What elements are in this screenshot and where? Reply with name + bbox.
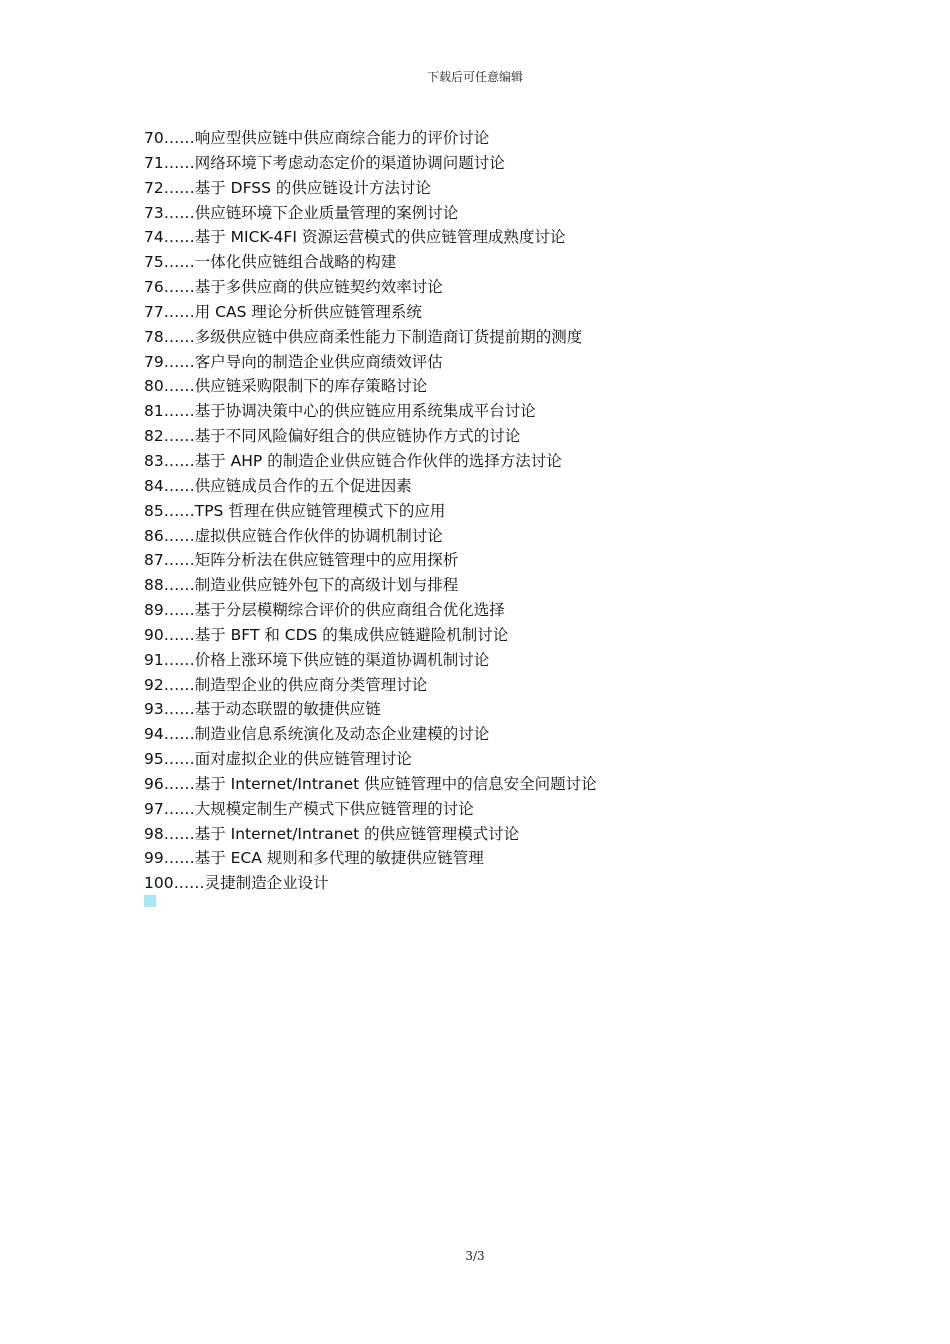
toc-item-number: 84 — [144, 476, 164, 495]
toc-item-title: 用 CAS 理论分析供应链管理系统 — [194, 302, 422, 321]
toc-item-title: 基于 AHP 的制造企业供应链合作伙伴的选择方法讨论 — [194, 451, 562, 470]
toc-item-title: 面对虚拟企业的供应链管理讨论 — [194, 750, 412, 769]
toc-item-separator: …… — [163, 377, 195, 396]
toc-item-number: 80 — [144, 377, 164, 396]
toc-item — [144, 374, 597, 399]
toc-item-title: 基于动态联盟的敏捷供应链 — [194, 700, 381, 719]
toc-item-title: 矩阵分析法在供应链管理中的应用探析 — [194, 551, 459, 570]
toc-item — [144, 697, 597, 722]
toc-item-separator: …… — [163, 253, 195, 272]
toc-item — [144, 548, 597, 573]
toc-item-separator: …… — [163, 129, 195, 147]
toc-item-title: 价格上涨环境下供应链的渠道协调机制讨论 — [194, 650, 490, 669]
toc-item-number: 79 — [144, 352, 164, 371]
toc-item-number: 89 — [144, 601, 164, 620]
toc-item-separator: …… — [163, 700, 195, 719]
toc-item-title: 基于 Internet/Intranet 的供应链管理模式讨论 — [194, 824, 520, 843]
toc-item-title: 客户导向的制造企业供应商绩效评估 — [194, 352, 443, 371]
toc-item-separator: …… — [163, 725, 195, 744]
toc-item-number: 71 — [144, 153, 164, 172]
toc-item-number: 98 — [144, 824, 164, 843]
toc-item-separator: …… — [163, 302, 195, 321]
toc-item — [144, 797, 597, 822]
toc-item-title: 基于 ECA 规则和多代理的敏捷供应链管理 — [194, 849, 484, 868]
toc-item-separator: …… — [163, 476, 195, 495]
toc-item — [144, 871, 597, 896]
toc-item — [144, 846, 597, 871]
toc-item — [144, 474, 597, 499]
toc-item — [144, 300, 597, 325]
toc-item — [144, 623, 597, 648]
toc-item-number: 94 — [144, 725, 164, 744]
toc-item-title: 基于 BFT 和 CDS 的集成供应链避险机制讨论 — [194, 625, 509, 644]
toc-item-separator: …… — [163, 675, 195, 694]
toc-item-separator: …… — [163, 327, 195, 346]
toc-item-title: 灵捷制造企业设计 — [204, 874, 329, 893]
toc-item-separator: …… — [163, 774, 195, 793]
page-number: 3/3 — [465, 1249, 485, 1263]
toc-item — [144, 598, 597, 623]
toc-item — [144, 673, 597, 698]
toc-item — [144, 648, 597, 673]
toc-item — [144, 449, 597, 474]
toc-item-number: 92 — [144, 675, 164, 694]
toc-item-title: 一体化供应链组合战略的构建 — [194, 253, 397, 272]
toc-item-title: 供应链环境下企业质量管理的案例讨论 — [194, 203, 459, 222]
toc-item — [144, 499, 597, 524]
toc-item-separator: …… — [163, 601, 195, 620]
toc-item-number: 76 — [144, 278, 164, 297]
toc-item — [144, 722, 597, 747]
toc-item-title: 基于不同风险偏好组合的供应链协作方式的讨论 — [194, 427, 521, 446]
toc-item — [144, 275, 597, 300]
toc-item — [144, 350, 597, 375]
toc-item-number: 78 — [144, 327, 164, 346]
toc-item-separator: …… — [163, 551, 195, 570]
toc-item-title: 网络环境下考虑动态定价的渠道协调问题讨论 — [194, 153, 505, 172]
toc-item-number: 95 — [144, 750, 164, 769]
toc-item-number: 86 — [144, 526, 164, 545]
toc-item-separator: …… — [163, 501, 195, 520]
toc-item-separator: …… — [163, 451, 195, 470]
toc-item-separator: …… — [163, 750, 195, 769]
toc-item — [144, 772, 597, 797]
toc-item-number: 88 — [144, 576, 164, 595]
toc-item-number: 81 — [144, 402, 164, 421]
toc-item-separator: …… — [163, 427, 195, 446]
toc-item-number: 73 — [144, 203, 164, 222]
toc-item-number: 82 — [144, 427, 164, 446]
toc-item-title: 基于 Internet/Intranet 供应链管理中的信息安全问题讨论 — [194, 774, 597, 793]
toc-item-title: 基于多供应商的供应链契约效率讨论 — [194, 278, 443, 297]
toc-item-separator: …… — [163, 576, 195, 595]
toc-item-number: 97 — [144, 799, 164, 818]
toc-item-title: 基于分层模糊综合评价的供应商组合优化选择 — [194, 601, 505, 620]
toc-item — [144, 176, 597, 201]
toc-item-title: TPS 哲理在供应链管理模式下的应用 — [194, 501, 446, 520]
toc-item-number: 83 — [144, 451, 164, 470]
toc-item-separator: …… — [163, 824, 195, 843]
toc-item-separator: …… — [163, 203, 195, 222]
toc-item — [144, 151, 597, 176]
toc-item-number: 100 — [144, 874, 174, 893]
toc-item-number: 90 — [144, 625, 164, 644]
toc-item — [144, 424, 597, 449]
toc-item — [144, 126, 597, 151]
header-note: 下载后可任意编辑 — [426, 70, 523, 84]
toc-item-separator: …… — [163, 178, 195, 197]
toc-item-title: 虚拟供应链合作伙伴的协调机制讨论 — [194, 526, 443, 545]
toc-item-title: 制造业信息系统演化及动态企业建模的讨论 — [194, 725, 490, 744]
toc-item-separator: …… — [163, 402, 195, 421]
toc-item — [144, 225, 597, 250]
toc-item-title: 多级供应链中供应商柔性能力下制造商订货提前期的测度 — [194, 327, 583, 346]
toc-item-number: 72 — [144, 178, 164, 197]
toc-item-separator: …… — [163, 799, 195, 818]
toc-item-number: 74 — [144, 228, 164, 247]
toc-item — [144, 747, 597, 772]
toc-item — [144, 325, 597, 350]
toc-item-title: 基于 MICK-4FI 资源运营模式的供应链管理成熟度讨论 — [194, 228, 566, 247]
toc-item — [144, 399, 597, 424]
toc-item-number: 87 — [144, 551, 164, 570]
toc-item-title: 基于 DFSS 的供应链设计方法讨论 — [194, 178, 431, 197]
toc-item-number: 77 — [144, 302, 164, 321]
toc-item-number: 96 — [144, 774, 164, 793]
toc-item-title: 基于协调决策中心的供应链应用系统集成平台讨论 — [194, 402, 536, 421]
toc-item-separator: …… — [163, 526, 195, 545]
toc-item-separator: …… — [163, 278, 195, 297]
toc-item-title: 制造业供应链外包下的高级计划与排程 — [194, 576, 459, 595]
toc-item-title: 供应链采购限制下的库存策略讨论 — [194, 377, 428, 396]
toc-item-separator: …… — [163, 849, 195, 868]
toc-item-separator: …… — [163, 228, 195, 247]
toc-item — [144, 822, 597, 847]
toc-item-number: 93 — [144, 700, 164, 719]
toc-item — [144, 201, 597, 226]
toc-item-separator: …… — [163, 650, 195, 669]
text-cursor-highlight — [144, 895, 156, 907]
toc-item-title: 供应链成员合作的五个促进因素 — [194, 476, 412, 495]
toc-item-number: 91 — [144, 650, 164, 669]
toc-item — [144, 524, 597, 549]
toc-item-separator: …… — [163, 153, 195, 172]
toc-item — [144, 250, 597, 275]
toc-item-separator: …… — [163, 352, 195, 371]
toc-item-title: 响应型供应链中供应商综合能力的评价讨论 — [194, 129, 490, 147]
toc-item-separator: …… — [163, 625, 195, 644]
toc-list — [144, 126, 597, 896]
toc-item-number: 75 — [144, 253, 164, 272]
toc-item-number: 99 — [144, 849, 164, 868]
toc-item-title: 制造型企业的供应商分类管理讨论 — [194, 675, 428, 694]
toc-item-number: 85 — [144, 501, 164, 520]
toc-item — [144, 573, 597, 598]
toc-item-separator: …… — [173, 874, 205, 893]
toc-item-title: 大规模定制生产模式下供应链管理的讨论 — [194, 799, 474, 818]
toc-item-number: 70 — [144, 129, 164, 147]
